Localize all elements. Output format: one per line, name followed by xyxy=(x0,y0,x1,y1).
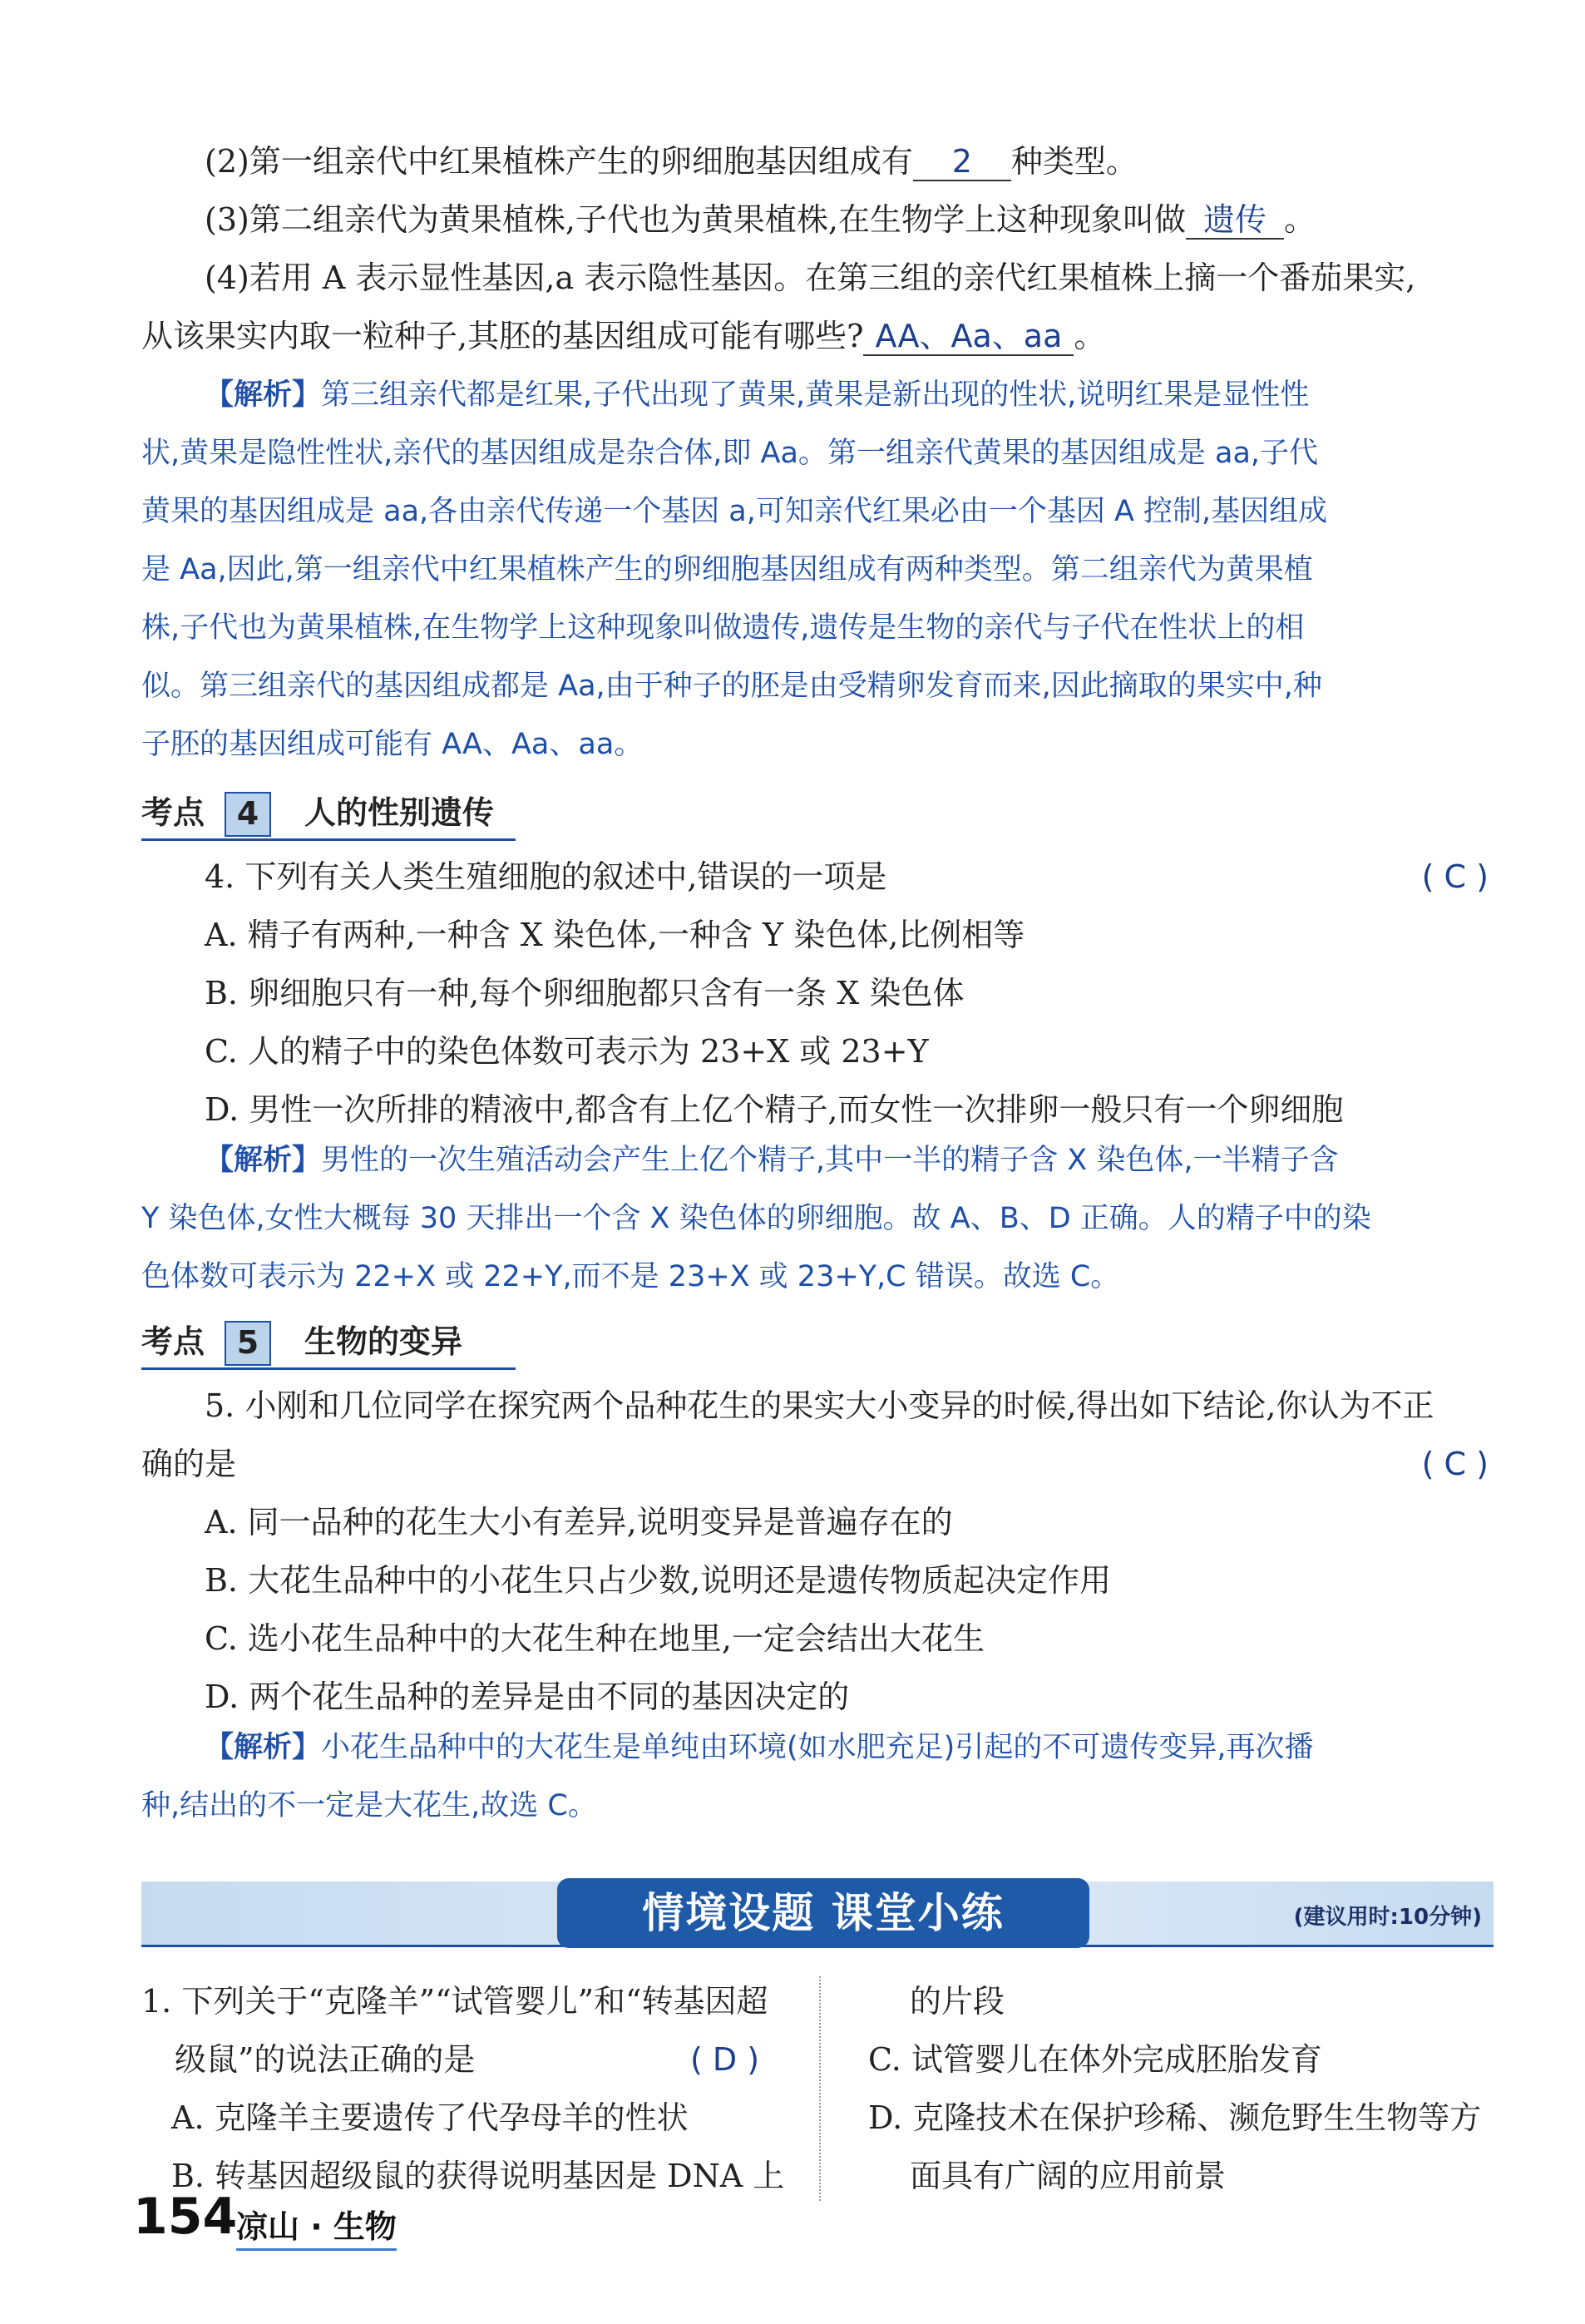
q3-part3-text: (3)第二组亲代为黄果植株,子代也为黄果植株,在生物学上这种现象叫做 xyxy=(205,201,1186,238)
answer-blank: 遗传 xyxy=(1186,201,1284,240)
analysis-line: 似。第三组亲代的基因组成都是 Aa,由于种子的胚是由受精卵发育而来,因此摘取的果实中,种 xyxy=(141,670,1322,703)
section-header-4 xyxy=(141,789,516,841)
analysis-line: 状,黄果是隐性性状,亲代的基因组成是杂合体,即 Aa。第一组亲代黄果的基因组成是 aa,子代 xyxy=(141,437,1319,470)
section-header-5 xyxy=(141,1318,516,1370)
section-label: 考点 xyxy=(141,1323,205,1360)
practice-option-d-line2: 面具有广阔的应用前景 xyxy=(910,2158,1227,2194)
q3-part3 xyxy=(205,198,1552,241)
q4-analysis-block xyxy=(141,1131,1489,1306)
q5-stem-line1: 5. 小刚和几位同学在探究两个品种花生的果实大小变异的时候,得出如下结论,你认为不正 xyxy=(205,1387,1434,1424)
q3-part2-text-end: 种类型。 xyxy=(1010,143,1138,180)
footer-title: 凉山 · 生物 xyxy=(236,2201,397,2251)
q5-option-b: B. 大花生品种中的小花生只占少数,说明还是遗传物质起决定作用 xyxy=(205,1562,1112,1599)
banner-time-hint: (建议用时:10分钟) xyxy=(1293,1905,1482,1930)
analysis-line: Y 染色体,女性大概每 30 天排出一个含 X 染色体的卵细胞。故 A、B、D 正确。人的精子中的染 xyxy=(141,1202,1371,1235)
analysis-tag: 【解析】 xyxy=(205,378,322,412)
analysis-line: 【解析】男性的一次生殖活动会产生上亿个精子,其中一半的精子含 X 染色体,一半精子含 xyxy=(205,1144,1339,1177)
practice-option-b-line2: 的片段 xyxy=(910,1983,1005,2020)
analysis-line: 子胚的基因组成可能有 AA、Aa、aa。 xyxy=(141,728,644,761)
q3-part4-text: 从该果实内取一粒种子,其胚的基因组成可能有哪些? xyxy=(141,318,864,354)
analysis-line: 黄果的基因组成是 aa,各由亲代传递一个基因 a,可知亲代红果必由一个基因 A 控制,基因组成 xyxy=(141,495,1328,528)
q5-option-a: A. 同一品种的花生大小有差异,说明变异是普遍存在的 xyxy=(205,1504,953,1540)
analysis-tag: 【解析】 xyxy=(205,1731,322,1764)
q4-option-d: D. 男性一次所排的精液中,都含有上亿个精子,而女性一次排卵一般只有一个卵细胞 xyxy=(205,1091,1344,1128)
page-number: 154 xyxy=(133,2188,238,2246)
practice-q1-line2: 级鼠”的说法正确的是 xyxy=(175,2041,476,2078)
q4-stem: 4. 下列有关人类生殖细胞的叙述中,错误的一项是 xyxy=(205,858,887,895)
section-title: 人的性别遗传 xyxy=(304,794,495,831)
analysis-line: 色体数可表示为 22+X 或 22+Y,而不是 23+X 或 23+Y,C 错误。故选 C。 xyxy=(141,1260,1120,1293)
q4-option-a: A. 精子有两种,一种含 X 染色体,一种含 Y 染色体,比例相等 xyxy=(205,917,1025,953)
q3-part2-text: (2)第一组亲代中红果植株产生的卵细胞基因组成有 xyxy=(205,143,913,180)
analysis-tag: 【解析】 xyxy=(205,1144,322,1177)
analysis-line: 【解析】第三组亲代都是红果,子代出现了黄果,黄果是新出现的性状,说明红果是显性性 xyxy=(205,378,1310,412)
section-label: 考点 xyxy=(141,794,205,831)
analysis-line: 株,子代也为黄果植株,在生物学上这种现象叫做遗传,遗传是生物的亲代与子代在性状上的相 xyxy=(141,611,1305,645)
practice-banner xyxy=(141,1881,1494,1947)
banner-title: 情境设题 课堂小练 xyxy=(557,1878,1089,1948)
q3-part3-text-end: 。 xyxy=(1284,201,1316,238)
practice-option-a: A. 克隆羊主要遗传了代孕母羊的性状 xyxy=(171,2099,689,2136)
answer-blank: 2 xyxy=(913,143,1011,181)
q4-option-c: C. 人的精子中的染色体数可表示为 23+X 或 23+Y xyxy=(205,1033,929,1070)
section-number: 4 xyxy=(225,792,271,837)
practice-q1-answer: ( D ) xyxy=(690,2041,760,2078)
analysis-line: 【解析】小花生品种中的大花生是单纯由环境(如水肥充足)引起的不可遗传变异,再次播 xyxy=(205,1731,1314,1764)
practice-option-c: C. 试管婴儿在体外完成胚胎发育 xyxy=(868,2041,1322,2078)
analysis-line: 是 Aa,因此,第一组亲代中红果植株产生的卵细胞基因组成有两种类型。第二组亲代为黄果植 xyxy=(141,553,1313,586)
column-divider xyxy=(819,1976,821,2201)
answer-blank: AA、Aa、aa xyxy=(863,318,1074,356)
analysis-line: 种,结出的不一定是大花生,故选 C。 xyxy=(141,1789,597,1822)
q3-part2 xyxy=(205,140,1552,183)
practice-option-d-line1: D. 克隆技术在保护珍稀、濒危野生生物等方 xyxy=(868,2099,1482,2136)
analysis-block xyxy=(141,366,1489,774)
section-number: 5 xyxy=(225,1321,271,1366)
q3-part4-line1: (4)若用 A 表示显性基因,a 表示隐性基因。在第三组的亲代红果植株上摘一个番茄果实, xyxy=(205,260,1416,296)
practice-q1-line1: 1. 下列关于“克隆羊”“试管婴儿”和“转基因超 xyxy=(141,1983,768,2020)
q5-answer: ( C ) xyxy=(1421,1446,1489,1482)
practice-option-b-line1: B. 转基因超级鼠的获得说明基因是 DNA 上 xyxy=(171,2158,785,2194)
q5-analysis-block xyxy=(141,1718,1489,1835)
q5-stem-line2: 确的是 xyxy=(141,1446,237,1482)
q3-part4-text-end: 。 xyxy=(1074,318,1106,354)
section-title: 生物的变异 xyxy=(304,1323,463,1360)
q4-answer: ( C ) xyxy=(1421,858,1489,895)
q5-option-d: D. 两个花生品种的差异是由不同的基因决定的 xyxy=(205,1679,850,1715)
q4-option-b: B. 卵细胞只有一种,每个卵细胞都只含有一条 X 染色体 xyxy=(205,975,965,1011)
q5-option-c: C. 选小花生品种中的大花生种在地里,一定会结出大花生 xyxy=(205,1620,985,1657)
q3-part4-line2 xyxy=(141,314,1489,358)
